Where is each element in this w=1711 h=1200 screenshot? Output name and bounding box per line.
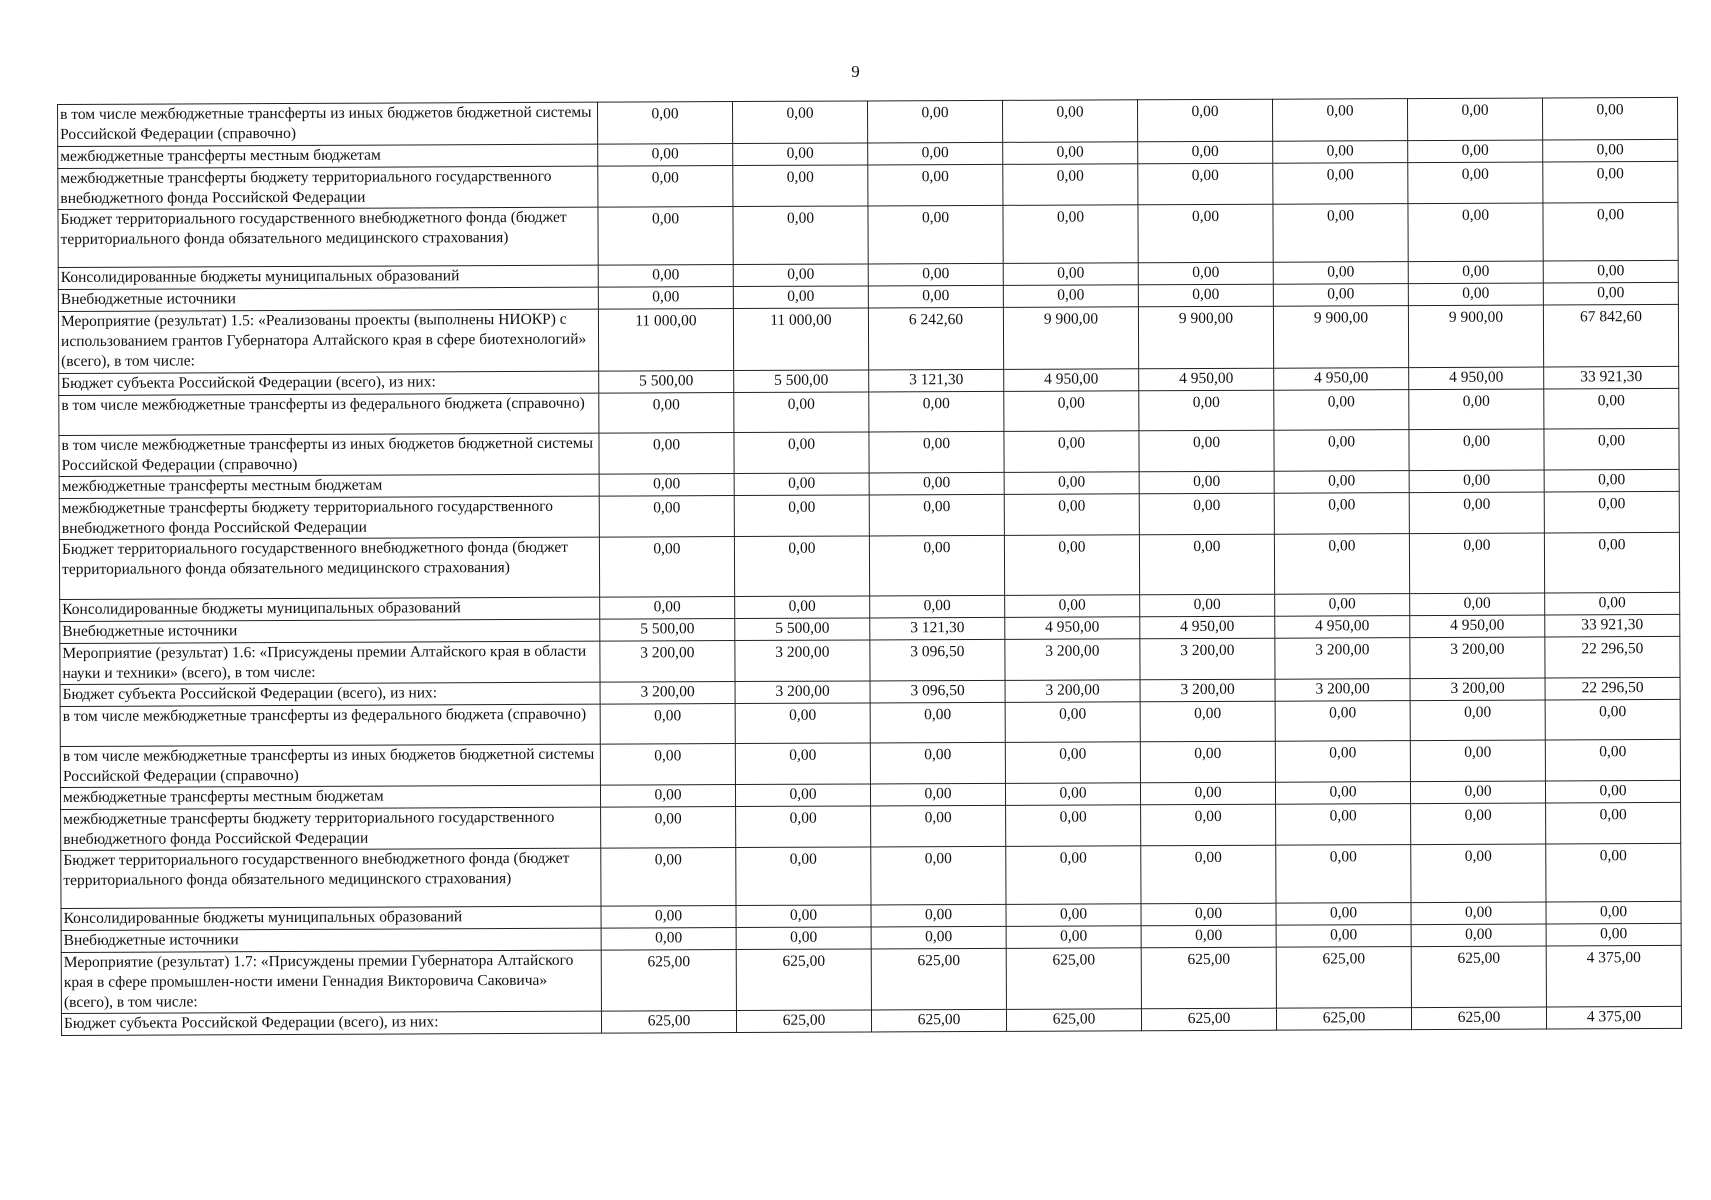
table-row xyxy=(61,802,1681,850)
value-cell: 0,00 xyxy=(1544,428,1679,470)
value-cell: 0,00 xyxy=(734,432,869,474)
value-cell: 5 500,00 xyxy=(734,370,869,393)
value-cell: 0,00 xyxy=(1276,903,1411,926)
value-cell: 0,00 xyxy=(1140,594,1275,617)
value-cell: 0,00 xyxy=(1004,431,1139,473)
value-cell: 0,00 xyxy=(733,264,868,287)
value-cell: 0,00 xyxy=(1004,535,1139,596)
value-cell: 0,00 xyxy=(600,704,735,745)
value-cell: 0,00 xyxy=(598,144,733,167)
value-cell: 0,00 xyxy=(869,494,1004,536)
value-cell: 0,00 xyxy=(1004,494,1139,536)
value-cell: 0,00 xyxy=(1543,282,1678,305)
value-cell: 0,00 xyxy=(601,906,736,929)
value-cell: 0,00 xyxy=(1273,262,1408,285)
row-label: межбюджетные трансферты бюджету территориального государственного внебюджетного фонда Российской Федерации xyxy=(61,807,601,850)
value-cell: 0,00 xyxy=(869,472,1004,495)
value-cell: 0,00 xyxy=(1002,100,1137,143)
value-cell: 9 900,00 xyxy=(1003,307,1138,370)
value-cell: 0,00 xyxy=(601,848,736,907)
value-cell: 0,00 xyxy=(871,805,1006,847)
row-label: в том числе межбюджетные трансферты из федерального бюджета (справочно) xyxy=(59,393,599,435)
value-cell: 0,00 xyxy=(1139,471,1274,494)
value-cell: 0,00 xyxy=(1273,284,1408,307)
value-cell: 0,00 xyxy=(870,595,1005,618)
value-cell: 4 950,00 xyxy=(1274,368,1409,391)
value-cell: 0,00 xyxy=(1411,924,1546,947)
value-cell: 0,00 xyxy=(1411,803,1546,845)
value-cell: 625,00 xyxy=(871,948,1006,1010)
value-cell: 3 200,00 xyxy=(735,640,870,682)
value-cell: 0,00 xyxy=(1545,699,1680,740)
value-cell: 3 200,00 xyxy=(600,641,735,683)
value-cell: 625,00 xyxy=(1006,948,1141,1010)
value-cell: 0,00 xyxy=(1140,782,1275,805)
value-cell: 0,00 xyxy=(1546,843,1681,902)
row-label: Консолидированные бюджеты муниципальных образований xyxy=(61,906,601,930)
value-cell: 625,00 xyxy=(1411,946,1546,1008)
row-label: Бюджет территориального государственного внебюджетного фонда (бюджет территориального фонда обязательного медицинского страхования) xyxy=(61,848,601,908)
value-cell: 0,00 xyxy=(1139,493,1274,535)
value-cell: 0,00 xyxy=(1543,202,1678,261)
value-cell: 9 900,00 xyxy=(1138,306,1273,369)
row-label: в том числе межбюджетные трансферты из федерального бюджета (справочно) xyxy=(60,704,600,746)
value-cell: 625,00 xyxy=(1411,1007,1546,1030)
value-cell: 3 200,00 xyxy=(1410,637,1545,679)
value-cell: 0,00 xyxy=(1409,470,1544,493)
table-row xyxy=(61,945,1681,1013)
value-cell: 0,00 xyxy=(1408,283,1543,306)
row-label: Бюджет территориального государственного внебюджетного фонда (бюджет территориального фонда обязательного медицинского страхования) xyxy=(59,537,599,599)
row-label: Бюджет субъекта Российской Федерации (всего), из них: xyxy=(61,1011,601,1035)
value-cell: 0,00 xyxy=(599,496,734,538)
value-cell: 0,00 xyxy=(736,806,871,848)
row-label: в том числе межбюджетные трансферты из иных бюджетов бюджетной системы Российской Федерации (справочно) xyxy=(59,433,599,476)
value-cell: 0,00 xyxy=(1138,163,1273,205)
value-cell: 0,00 xyxy=(1409,389,1544,430)
value-cell: 0,00 xyxy=(1274,430,1409,472)
value-cell: 0,00 xyxy=(1139,390,1274,431)
row-label: межбюджетные трансферты местным бюджетам xyxy=(60,785,600,809)
value-cell: 0,00 xyxy=(1546,923,1681,946)
table-row xyxy=(58,202,1678,267)
budget-table xyxy=(57,97,1682,1036)
value-cell: 0,00 xyxy=(736,847,871,906)
value-cell: 0,00 xyxy=(1543,139,1678,162)
value-cell: 0,00 xyxy=(600,744,735,786)
value-cell: 0,00 xyxy=(1006,846,1141,905)
value-cell: 625,00 xyxy=(1141,947,1276,1009)
value-cell: 5 500,00 xyxy=(735,618,870,641)
value-cell: 0,00 xyxy=(601,928,736,951)
value-cell: 625,00 xyxy=(871,1009,1006,1032)
value-cell: 0,00 xyxy=(1274,493,1409,535)
value-cell: 3 200,00 xyxy=(1005,680,1140,703)
value-cell: 0,00 xyxy=(869,391,1004,432)
table-row xyxy=(60,636,1680,684)
value-cell: 4 950,00 xyxy=(1004,369,1139,392)
value-cell: 0,00 xyxy=(1004,391,1139,432)
value-cell: 0,00 xyxy=(598,166,733,208)
value-cell: 0,00 xyxy=(735,596,870,619)
value-cell: 4 375,00 xyxy=(1546,945,1681,1007)
row-label: Мероприятие (результат) 1.6: «Присуждены премии Алтайского края в области науки и техники» (всего), в том числе: xyxy=(60,641,600,684)
row-label: Мероприятие (результат) 1.5: «Реализованы проекты (выполнены НИОКР) с использованием грантов Губернатора Алтайского края в сфере биотехнологий» (всего), в том числе: xyxy=(58,309,598,373)
value-cell: 0,00 xyxy=(598,207,733,266)
value-cell: 0,00 xyxy=(1006,926,1141,949)
row-label: межбюджетные трансферты местным бюджетам xyxy=(59,474,599,498)
value-cell: 4 950,00 xyxy=(1139,368,1274,391)
value-cell: 0,00 xyxy=(1408,203,1543,262)
value-cell: 0,00 xyxy=(1274,390,1409,431)
value-cell: 67 842,60 xyxy=(1543,304,1678,367)
value-cell: 0,00 xyxy=(1408,162,1543,204)
row-label: Бюджет территориального государственного внебюджетного фонда (бюджет территориального фонда обязательного медицинского страхования) xyxy=(58,207,598,267)
value-cell: 0,00 xyxy=(867,100,1002,143)
value-cell: 3 121,30 xyxy=(870,617,1005,640)
table-row xyxy=(60,739,1680,787)
value-cell: 0,00 xyxy=(868,164,1003,206)
value-cell: 3 200,00 xyxy=(1275,638,1410,680)
value-cell: 4 375,00 xyxy=(1546,1006,1681,1029)
value-cell: 0,00 xyxy=(1137,99,1272,142)
value-cell: 0,00 xyxy=(599,393,734,434)
value-cell: 0,00 xyxy=(1275,594,1410,617)
value-cell: 625,00 xyxy=(1276,947,1411,1009)
value-cell: 0,00 xyxy=(1273,204,1408,263)
value-cell: 3 200,00 xyxy=(1140,679,1275,702)
value-cell: 0,00 xyxy=(1544,469,1679,492)
value-cell: 0,00 xyxy=(1141,925,1276,948)
row-label: Консолидированные бюджеты муниципальных образований xyxy=(58,265,598,289)
value-cell: 0,00 xyxy=(1542,97,1677,140)
value-cell: 0,00 xyxy=(598,265,733,288)
value-cell: 0,00 xyxy=(868,263,1003,286)
row-label: межбюджетные трансферты бюджету территориального государственного внебюджетного фонда Российской Федерации xyxy=(59,496,599,539)
value-cell: 0,00 xyxy=(869,431,1004,473)
value-cell: 625,00 xyxy=(736,1010,871,1033)
value-cell: 0,00 xyxy=(1138,141,1273,164)
value-cell: 0,00 xyxy=(869,535,1004,596)
value-cell: 0,00 xyxy=(734,495,869,537)
value-cell: 0,00 xyxy=(1272,99,1407,142)
value-cell: 0,00 xyxy=(1545,739,1680,781)
value-cell: 0,00 xyxy=(1005,702,1140,743)
page-number: 9 xyxy=(851,62,860,81)
value-cell: 0,00 xyxy=(1410,700,1545,741)
value-cell: 0,00 xyxy=(1005,742,1140,784)
value-cell: 0,00 xyxy=(1545,780,1680,803)
value-cell: 0,00 xyxy=(1273,141,1408,164)
value-cell: 0,00 xyxy=(1141,804,1276,846)
value-cell: 0,00 xyxy=(1140,741,1275,783)
value-cell: 0,00 xyxy=(1275,741,1410,783)
value-cell: 0,00 xyxy=(733,286,868,309)
value-cell: 0,00 xyxy=(735,784,870,807)
value-cell: 33 921,30 xyxy=(1544,366,1679,389)
value-cell: 0,00 xyxy=(1276,845,1411,904)
value-cell: 0,00 xyxy=(1275,782,1410,805)
row-label: Внебюджетные источники xyxy=(60,619,600,643)
value-cell: 0,00 xyxy=(1411,902,1546,925)
value-cell: 0,00 xyxy=(1276,804,1411,846)
value-cell: 4 950,00 xyxy=(1005,617,1140,640)
value-cell: 3 200,00 xyxy=(1005,639,1140,681)
value-cell: 0,00 xyxy=(1273,163,1408,205)
value-cell: 0,00 xyxy=(1407,98,1542,141)
value-cell: 0,00 xyxy=(870,783,1005,806)
value-cell: 0,00 xyxy=(868,285,1003,308)
value-cell: 3 121,30 xyxy=(869,369,1004,392)
value-cell: 0,00 xyxy=(1003,263,1138,286)
row-label: Внебюджетные источники xyxy=(58,287,598,311)
value-cell: 0,00 xyxy=(1546,802,1681,844)
value-cell: 4 950,00 xyxy=(1140,616,1275,639)
value-cell: 3 096,50 xyxy=(870,639,1005,681)
row-label: Внебюджетные источники xyxy=(61,928,601,952)
value-cell: 3 096,50 xyxy=(870,680,1005,703)
value-cell: 625,00 xyxy=(1006,1009,1141,1032)
value-cell: 4 950,00 xyxy=(1275,616,1410,639)
value-cell: 0,00 xyxy=(1545,592,1680,615)
value-cell: 0,00 xyxy=(1141,903,1276,926)
value-cell: 0,00 xyxy=(1139,534,1274,595)
value-cell: 0,00 xyxy=(1138,204,1273,263)
value-cell: 0,00 xyxy=(870,742,1005,784)
value-cell: 0,00 xyxy=(1004,472,1139,495)
value-cell: 0,00 xyxy=(733,143,868,166)
table-row xyxy=(58,304,1678,373)
value-cell: 0,00 xyxy=(1411,844,1546,903)
value-cell: 0,00 xyxy=(1276,925,1411,948)
value-cell: 0,00 xyxy=(1410,593,1545,616)
value-cell: 9 900,00 xyxy=(1408,305,1543,368)
value-cell: 0,00 xyxy=(733,165,868,207)
value-cell: 0,00 xyxy=(600,785,735,808)
value-cell: 0,00 xyxy=(599,433,734,475)
value-cell: 0,00 xyxy=(1544,388,1679,429)
value-cell: 33 921,30 xyxy=(1545,614,1680,637)
value-cell: 625,00 xyxy=(601,950,736,1012)
value-cell: 0,00 xyxy=(1003,142,1138,165)
table-row xyxy=(60,699,1680,746)
value-cell: 625,00 xyxy=(736,949,871,1011)
value-cell: 3 200,00 xyxy=(1410,678,1545,701)
value-cell: 0,00 xyxy=(1003,285,1138,308)
value-cell: 0,00 xyxy=(599,537,734,598)
row-label: межбюджетные трансферты местным бюджетам xyxy=(58,144,598,168)
row-label: Бюджет субъекта Российской Федерации (всего), из них: xyxy=(60,682,600,706)
value-cell: 0,00 xyxy=(1274,471,1409,494)
value-cell: 0,00 xyxy=(733,206,868,265)
value-cell: 0,00 xyxy=(1409,492,1544,534)
value-cell: 0,00 xyxy=(1006,904,1141,927)
value-cell: 0,00 xyxy=(871,904,1006,927)
value-cell: 5 500,00 xyxy=(599,371,734,394)
table-body xyxy=(58,97,1682,1035)
value-cell: 0,00 xyxy=(1543,260,1678,283)
table-row xyxy=(59,532,1679,599)
value-cell: 0,00 xyxy=(868,205,1003,264)
value-cell: 0,00 xyxy=(734,536,869,597)
value-cell: 3 200,00 xyxy=(600,682,735,705)
table-row xyxy=(59,388,1679,435)
value-cell: 22 296,50 xyxy=(1545,636,1680,678)
value-cell: 3 200,00 xyxy=(1275,679,1410,702)
table-row xyxy=(59,428,1679,476)
value-cell: 0,00 xyxy=(601,807,736,849)
value-cell: 0,00 xyxy=(1409,429,1544,471)
value-cell: 0,00 xyxy=(1138,262,1273,285)
value-cell: 0,00 xyxy=(1003,205,1138,264)
value-cell: 6 242,60 xyxy=(868,307,1003,370)
value-cell: 0,00 xyxy=(871,926,1006,949)
value-cell: 0,00 xyxy=(735,703,870,744)
value-cell: 0,00 xyxy=(1139,430,1274,472)
value-cell: 0,00 xyxy=(1138,284,1273,307)
value-cell: 0,00 xyxy=(1275,701,1410,742)
value-cell: 0,00 xyxy=(1544,491,1679,533)
value-cell: 0,00 xyxy=(1003,164,1138,206)
table-row xyxy=(61,843,1681,908)
value-cell: 3 200,00 xyxy=(735,681,870,704)
value-cell: 9 900,00 xyxy=(1273,306,1408,369)
value-cell: 0,00 xyxy=(734,392,869,433)
row-label: Бюджет субъекта Российской Федерации (всего), из них: xyxy=(59,371,599,395)
value-cell: 0,00 xyxy=(1006,805,1141,847)
value-cell: 11 000,00 xyxy=(598,309,733,372)
table-row xyxy=(58,97,1678,146)
value-cell: 22 296,50 xyxy=(1545,677,1680,700)
value-cell: 0,00 xyxy=(1409,533,1544,594)
value-cell: 0,00 xyxy=(600,597,735,620)
value-cell: 4 950,00 xyxy=(1410,615,1545,638)
value-cell: 0,00 xyxy=(1005,595,1140,618)
row-label: межбюджетные трансферты бюджету территориального государственного внебюджетного фонда Российской Федерации xyxy=(58,166,598,209)
value-cell: 0,00 xyxy=(1543,161,1678,203)
value-cell: 0,00 xyxy=(1408,140,1543,163)
value-cell: 0,00 xyxy=(868,142,1003,165)
value-cell: 0,00 xyxy=(599,474,734,497)
value-cell: 0,00 xyxy=(1140,701,1275,742)
table-row xyxy=(58,161,1678,209)
value-cell: 625,00 xyxy=(1141,1008,1276,1031)
value-cell: 0,00 xyxy=(736,927,871,950)
value-cell: 0,00 xyxy=(732,101,867,144)
value-cell: 625,00 xyxy=(601,1011,736,1034)
value-cell: 0,00 xyxy=(1005,783,1140,806)
value-cell: 5 500,00 xyxy=(600,619,735,642)
value-cell: 3 200,00 xyxy=(1140,638,1275,680)
row-label: Консолидированные бюджеты муниципальных образований xyxy=(60,597,600,621)
value-cell: 0,00 xyxy=(734,473,869,496)
value-cell: 0,00 xyxy=(1544,532,1679,593)
value-cell: 0,00 xyxy=(1410,781,1545,804)
table-row xyxy=(59,491,1679,539)
value-cell: 625,00 xyxy=(1276,1008,1411,1031)
row-label: в том числе межбюджетные трансферты из иных бюджетов бюджетной системы Российской Федерации (справочно) xyxy=(58,102,598,146)
value-cell: 0,00 xyxy=(870,702,1005,743)
value-cell: 0,00 xyxy=(735,743,870,785)
row-label: Мероприятие (результат) 1.7: «Присуждены премии Губернатора Алтайского края в сфере промышлен-ности имени Геннадия Викторовича Саковича» (всего), в том числе: xyxy=(61,950,601,1013)
value-cell: 0,00 xyxy=(1410,740,1545,782)
value-cell: 0,00 xyxy=(597,102,732,145)
value-cell: 11 000,00 xyxy=(733,308,868,371)
value-cell: 0,00 xyxy=(1408,261,1543,284)
row-label: в том числе межбюджетные трансферты из иных бюджетов бюджетной системы Российской Федерации (справочно) xyxy=(60,744,600,787)
value-cell: 0,00 xyxy=(871,846,1006,905)
value-cell: 0,00 xyxy=(1274,534,1409,595)
value-cell: 0,00 xyxy=(736,905,871,928)
value-cell: 0,00 xyxy=(598,287,733,310)
value-cell: 0,00 xyxy=(1546,901,1681,924)
value-cell: 4 950,00 xyxy=(1409,367,1544,390)
value-cell: 0,00 xyxy=(1141,845,1276,904)
